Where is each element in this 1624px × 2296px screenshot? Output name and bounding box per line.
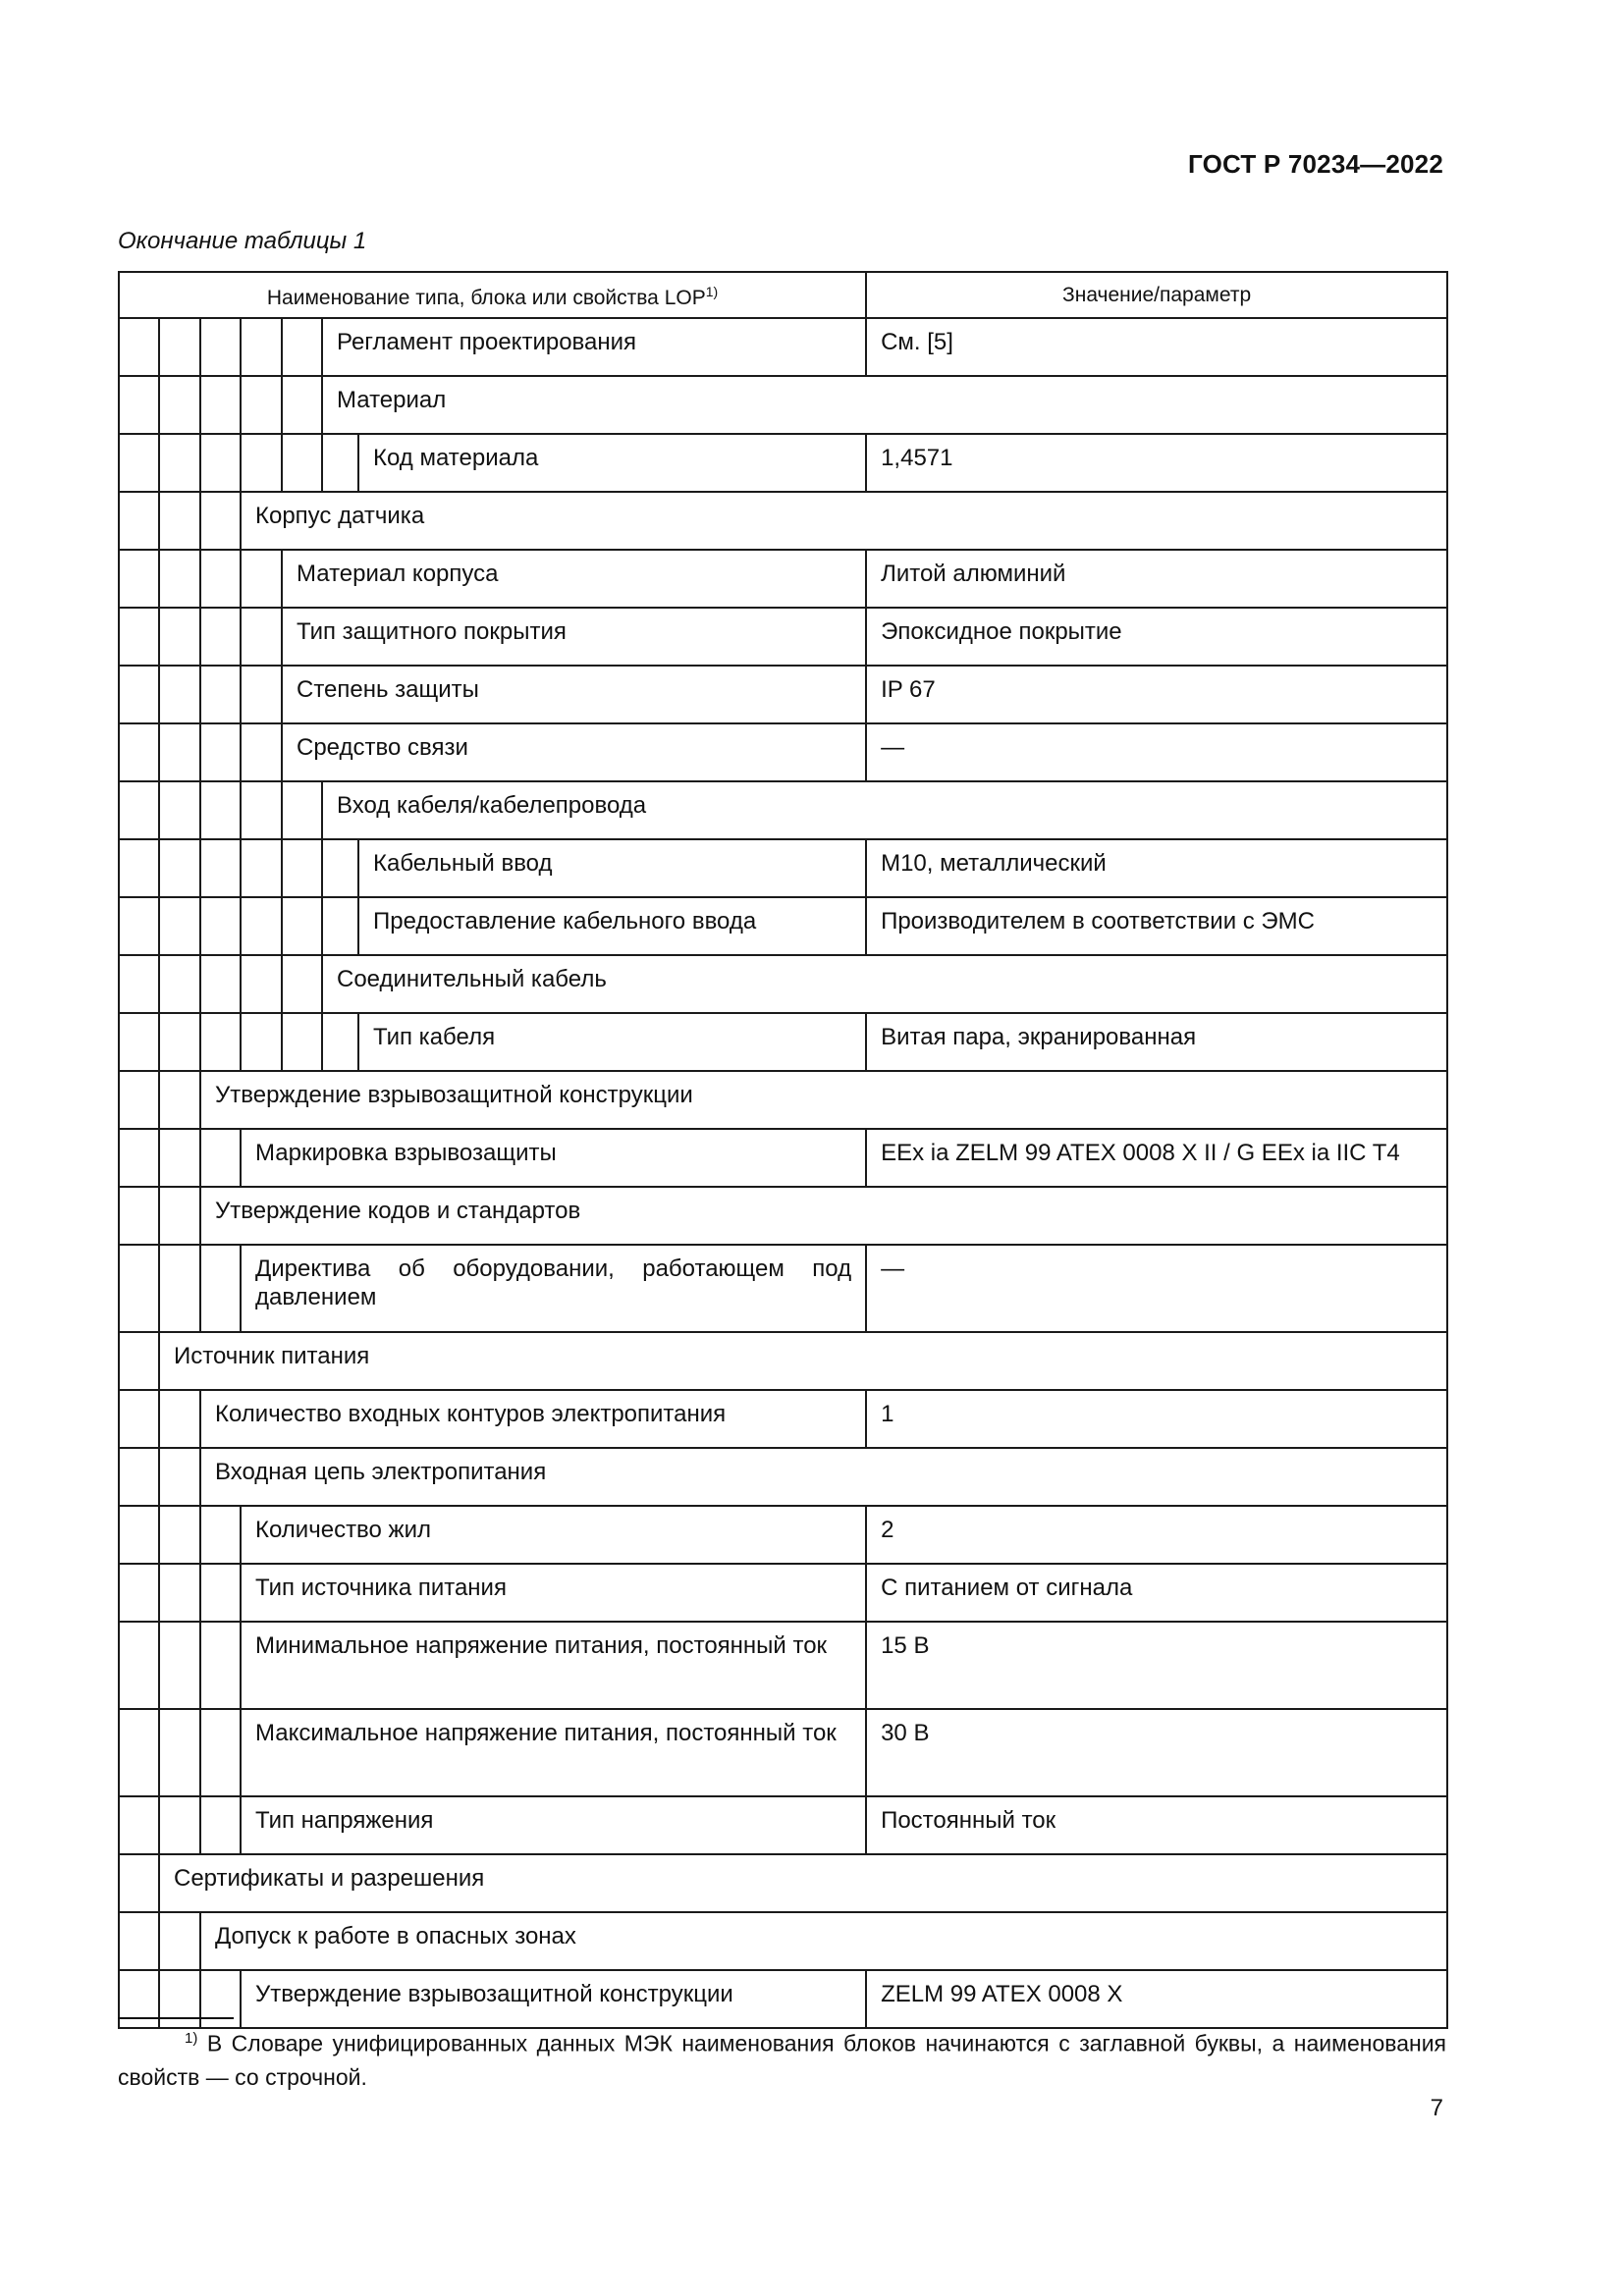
- property-name-cell: Регламент проектирования: [322, 318, 866, 376]
- indent-cell: [119, 1448, 159, 1506]
- indent-cell: [119, 1187, 159, 1245]
- indent-cell: [282, 781, 322, 839]
- indent-cell: [159, 1506, 200, 1564]
- table-row: [119, 1129, 1447, 1187]
- indent-cell: [200, 897, 241, 955]
- property-value-cell: С питанием от сигнала: [866, 1564, 1447, 1622]
- indent-cell: [119, 550, 159, 608]
- footnote: [118, 2022, 1446, 2094]
- indent-cell: [241, 839, 282, 897]
- property-value-cell: EEx ia ZELM 99 ATEX 0008 X II / G EEx ia IIC T4: [866, 1129, 1447, 1187]
- indent-cell: [241, 608, 282, 666]
- indent-cell: [119, 1970, 159, 2028]
- property-name-cell: Соединительный кабель: [322, 955, 1447, 1013]
- indent-cell: [241, 781, 282, 839]
- indent-cell: [119, 1912, 159, 1970]
- indent-cell: [119, 318, 159, 376]
- table-row: [119, 1854, 1447, 1912]
- property-name-cell: Минимальное напряжение питания, постоянный ток: [241, 1622, 866, 1709]
- indent-cell: [200, 1129, 241, 1187]
- property-value-cell: Эпоксидное покрытие: [866, 608, 1447, 666]
- property-name-cell: Тип защитного покрытия: [282, 608, 866, 666]
- indent-cell: [119, 1622, 159, 1709]
- indent-cell: [200, 376, 241, 434]
- table-row: [119, 1187, 1447, 1245]
- table-row: [119, 318, 1447, 376]
- property-value-cell: Литой алюминий: [866, 550, 1447, 608]
- table-row: [119, 839, 1447, 897]
- indent-cell: [200, 955, 241, 1013]
- property-name-cell: Входная цепь электропитания: [200, 1448, 1447, 1506]
- indent-cell: [282, 434, 322, 492]
- indent-cell: [119, 608, 159, 666]
- property-value-cell: M10, металлический: [866, 839, 1447, 897]
- indent-cell: [119, 492, 159, 550]
- table-row: [119, 608, 1447, 666]
- table-row: [119, 434, 1447, 492]
- indent-cell: [200, 318, 241, 376]
- table-row: [119, 550, 1447, 608]
- indent-cell: [119, 1071, 159, 1129]
- indent-cell: [159, 376, 200, 434]
- property-name-cell: Максимальное напряжение питания, постоянный ток: [241, 1709, 866, 1796]
- table-row: [119, 1796, 1447, 1854]
- indent-cell: [119, 1709, 159, 1796]
- property-name-cell: Количество жил: [241, 1506, 866, 1564]
- table-row: [119, 1390, 1447, 1448]
- indent-cell: [241, 434, 282, 492]
- footnote-marker: 1): [185, 2030, 198, 2047]
- indent-cell: [159, 1013, 200, 1071]
- indent-cell: [159, 1187, 200, 1245]
- indent-cell: [159, 897, 200, 955]
- indent-cell: [119, 1854, 159, 1912]
- table-row: [119, 492, 1447, 550]
- indent-cell: [282, 897, 322, 955]
- table-row: [119, 1245, 1447, 1332]
- table-row: [119, 723, 1447, 781]
- property-value-cell: См. [5]: [866, 318, 1447, 376]
- indent-cell: [200, 1796, 241, 1854]
- indent-cell: [119, 1245, 159, 1332]
- indent-cell: [241, 666, 282, 723]
- column-header-value: Значение/параметр: [866, 272, 1447, 318]
- footnote-divider: [118, 2017, 234, 2019]
- indent-cell: [241, 723, 282, 781]
- table-row: [119, 1071, 1447, 1129]
- indent-cell: [159, 955, 200, 1013]
- indent-cell: [159, 1709, 200, 1796]
- indent-cell: [282, 839, 322, 897]
- indent-cell: [119, 839, 159, 897]
- indent-cell: [159, 1071, 200, 1129]
- property-name-cell: Маркировка взрывозащиты: [241, 1129, 866, 1187]
- indent-cell: [200, 1564, 241, 1622]
- indent-cell: [241, 318, 282, 376]
- property-name-cell: Средство связи: [282, 723, 866, 781]
- property-name-cell: Допуск к работе в опасных зонах: [200, 1912, 1447, 1970]
- indent-cell: [159, 1622, 200, 1709]
- indent-cell: [282, 1013, 322, 1071]
- table-row: [119, 1506, 1447, 1564]
- indent-cell: [159, 1448, 200, 1506]
- indent-cell: [119, 1796, 159, 1854]
- indent-cell: [159, 723, 200, 781]
- table-caption: Окончание таблицы 1: [118, 228, 367, 254]
- table-row: [119, 897, 1447, 955]
- property-name-cell: Материал: [322, 376, 1447, 434]
- indent-cell: [200, 492, 241, 550]
- indent-cell: [241, 550, 282, 608]
- indent-cell: [241, 1013, 282, 1071]
- indent-cell: [119, 1013, 159, 1071]
- indent-cell: [119, 1564, 159, 1622]
- property-name-cell: Предоставление кабельного ввода: [358, 897, 866, 955]
- property-value-cell: 2: [866, 1506, 1447, 1564]
- table-row: [119, 1622, 1447, 1709]
- property-value-cell: Витая пара, экранированная: [866, 1013, 1447, 1071]
- property-value-cell: 1: [866, 1390, 1447, 1448]
- table-row: [119, 1564, 1447, 1622]
- property-name-cell: Сертификаты и разрешения: [159, 1854, 1447, 1912]
- page-number: 7: [1430, 2095, 1443, 2121]
- indent-cell: [159, 1245, 200, 1332]
- indent-cell: [159, 1912, 200, 1970]
- indent-cell: [159, 1796, 200, 1854]
- property-name-cell: Утверждение взрывозащитной конструкции: [241, 1970, 866, 2028]
- property-name-cell: Материал корпуса: [282, 550, 866, 608]
- table-row: [119, 1332, 1447, 1390]
- column-header-name-text: Наименование типа, блока или свойства LOP: [266, 287, 706, 309]
- table-row: [119, 376, 1447, 434]
- indent-cell: [159, 1970, 200, 2028]
- indent-cell: [200, 1245, 241, 1332]
- indent-cell: [322, 1013, 358, 1071]
- property-name-cell: Утверждение кодов и стандартов: [200, 1187, 1447, 1245]
- property-name-cell: Утверждение взрывозащитной конструкции: [200, 1071, 1447, 1129]
- indent-cell: [282, 955, 322, 1013]
- property-name-cell: Корпус датчика: [241, 492, 1447, 550]
- indent-cell: [159, 492, 200, 550]
- indent-cell: [241, 376, 282, 434]
- property-name-cell: Директива об оборудовании, работающем под давлением: [241, 1245, 866, 1332]
- indent-cell: [322, 897, 358, 955]
- indent-cell: [159, 781, 200, 839]
- table-row: [119, 1013, 1447, 1071]
- property-value-cell: —: [866, 1245, 1447, 1332]
- indent-cell: [200, 1013, 241, 1071]
- property-name-cell: Количество входных контуров электропитания: [200, 1390, 866, 1448]
- property-name-cell: Тип источника питания: [241, 1564, 866, 1622]
- property-value-cell: 1,4571: [866, 434, 1447, 492]
- indent-cell: [200, 550, 241, 608]
- indent-cell: [119, 955, 159, 1013]
- footnote-ref: 1): [705, 284, 719, 299]
- table-row: [119, 1448, 1447, 1506]
- property-value-cell: —: [866, 723, 1447, 781]
- property-name-cell: Источник питания: [159, 1332, 1447, 1390]
- table-row: [119, 781, 1447, 839]
- indent-cell: [119, 781, 159, 839]
- table-header-row: [119, 272, 1447, 318]
- property-name-cell: Вход кабеля/кабелепровода: [322, 781, 1447, 839]
- footnote-text: В Словаре унифицированных данных МЭК наименования блоков начинаются с заглавной буквы, а наименования свойств — со строчной.: [118, 2030, 1446, 2090]
- indent-cell: [159, 1564, 200, 1622]
- table-row: [119, 1912, 1447, 1970]
- indent-cell: [322, 434, 358, 492]
- indent-cell: [119, 897, 159, 955]
- indent-cell: [159, 318, 200, 376]
- indent-cell: [159, 1390, 200, 1448]
- property-value-cell: 15 В: [866, 1622, 1447, 1709]
- indent-cell: [200, 666, 241, 723]
- indent-cell: [241, 955, 282, 1013]
- indent-cell: [119, 1506, 159, 1564]
- indent-cell: [282, 318, 322, 376]
- property-name-cell: Тип напряжения: [241, 1796, 866, 1854]
- property-value-cell: ZELM 99 ATEX 0008 X: [866, 1970, 1447, 2028]
- property-name-cell: Кабельный ввод: [358, 839, 866, 897]
- indent-cell: [119, 1390, 159, 1448]
- table-row: [119, 955, 1447, 1013]
- property-value-cell: IP 67: [866, 666, 1447, 723]
- indent-cell: [159, 839, 200, 897]
- indent-cell: [200, 608, 241, 666]
- indent-cell: [241, 897, 282, 955]
- indent-cell: [282, 376, 322, 434]
- indent-cell: [200, 434, 241, 492]
- property-name-cell: Тип кабеля: [358, 1013, 866, 1071]
- property-name-cell: Код материала: [358, 434, 866, 492]
- indent-cell: [200, 1709, 241, 1796]
- indent-cell: [200, 781, 241, 839]
- table-row: [119, 1709, 1447, 1796]
- indent-cell: [119, 1129, 159, 1187]
- indent-cell: [119, 666, 159, 723]
- indent-cell: [159, 550, 200, 608]
- indent-cell: [200, 723, 241, 781]
- property-name-cell: Степень защиты: [282, 666, 866, 723]
- indent-cell: [322, 839, 358, 897]
- table-row: [119, 666, 1447, 723]
- lop-properties-table: [118, 271, 1448, 2029]
- indent-cell: [119, 434, 159, 492]
- indent-cell: [200, 1622, 241, 1709]
- indent-cell: [119, 1332, 159, 1390]
- indent-cell: [159, 1129, 200, 1187]
- property-value-cell: Постоянный ток: [866, 1796, 1447, 1854]
- property-value-cell: 30 В: [866, 1709, 1447, 1796]
- property-value-cell: Производителем в соответствии с ЭМС: [866, 897, 1447, 955]
- indent-cell: [200, 1506, 241, 1564]
- indent-cell: [119, 723, 159, 781]
- indent-cell: [200, 1970, 241, 2028]
- indent-cell: [159, 434, 200, 492]
- indent-cell: [159, 608, 200, 666]
- table-row: [119, 1970, 1447, 2028]
- indent-cell: [159, 666, 200, 723]
- indent-cell: [119, 376, 159, 434]
- indent-cell: [200, 839, 241, 897]
- document-code: ГОСТ Р 70234—2022: [1188, 149, 1443, 179]
- column-header-name: [119, 272, 866, 318]
